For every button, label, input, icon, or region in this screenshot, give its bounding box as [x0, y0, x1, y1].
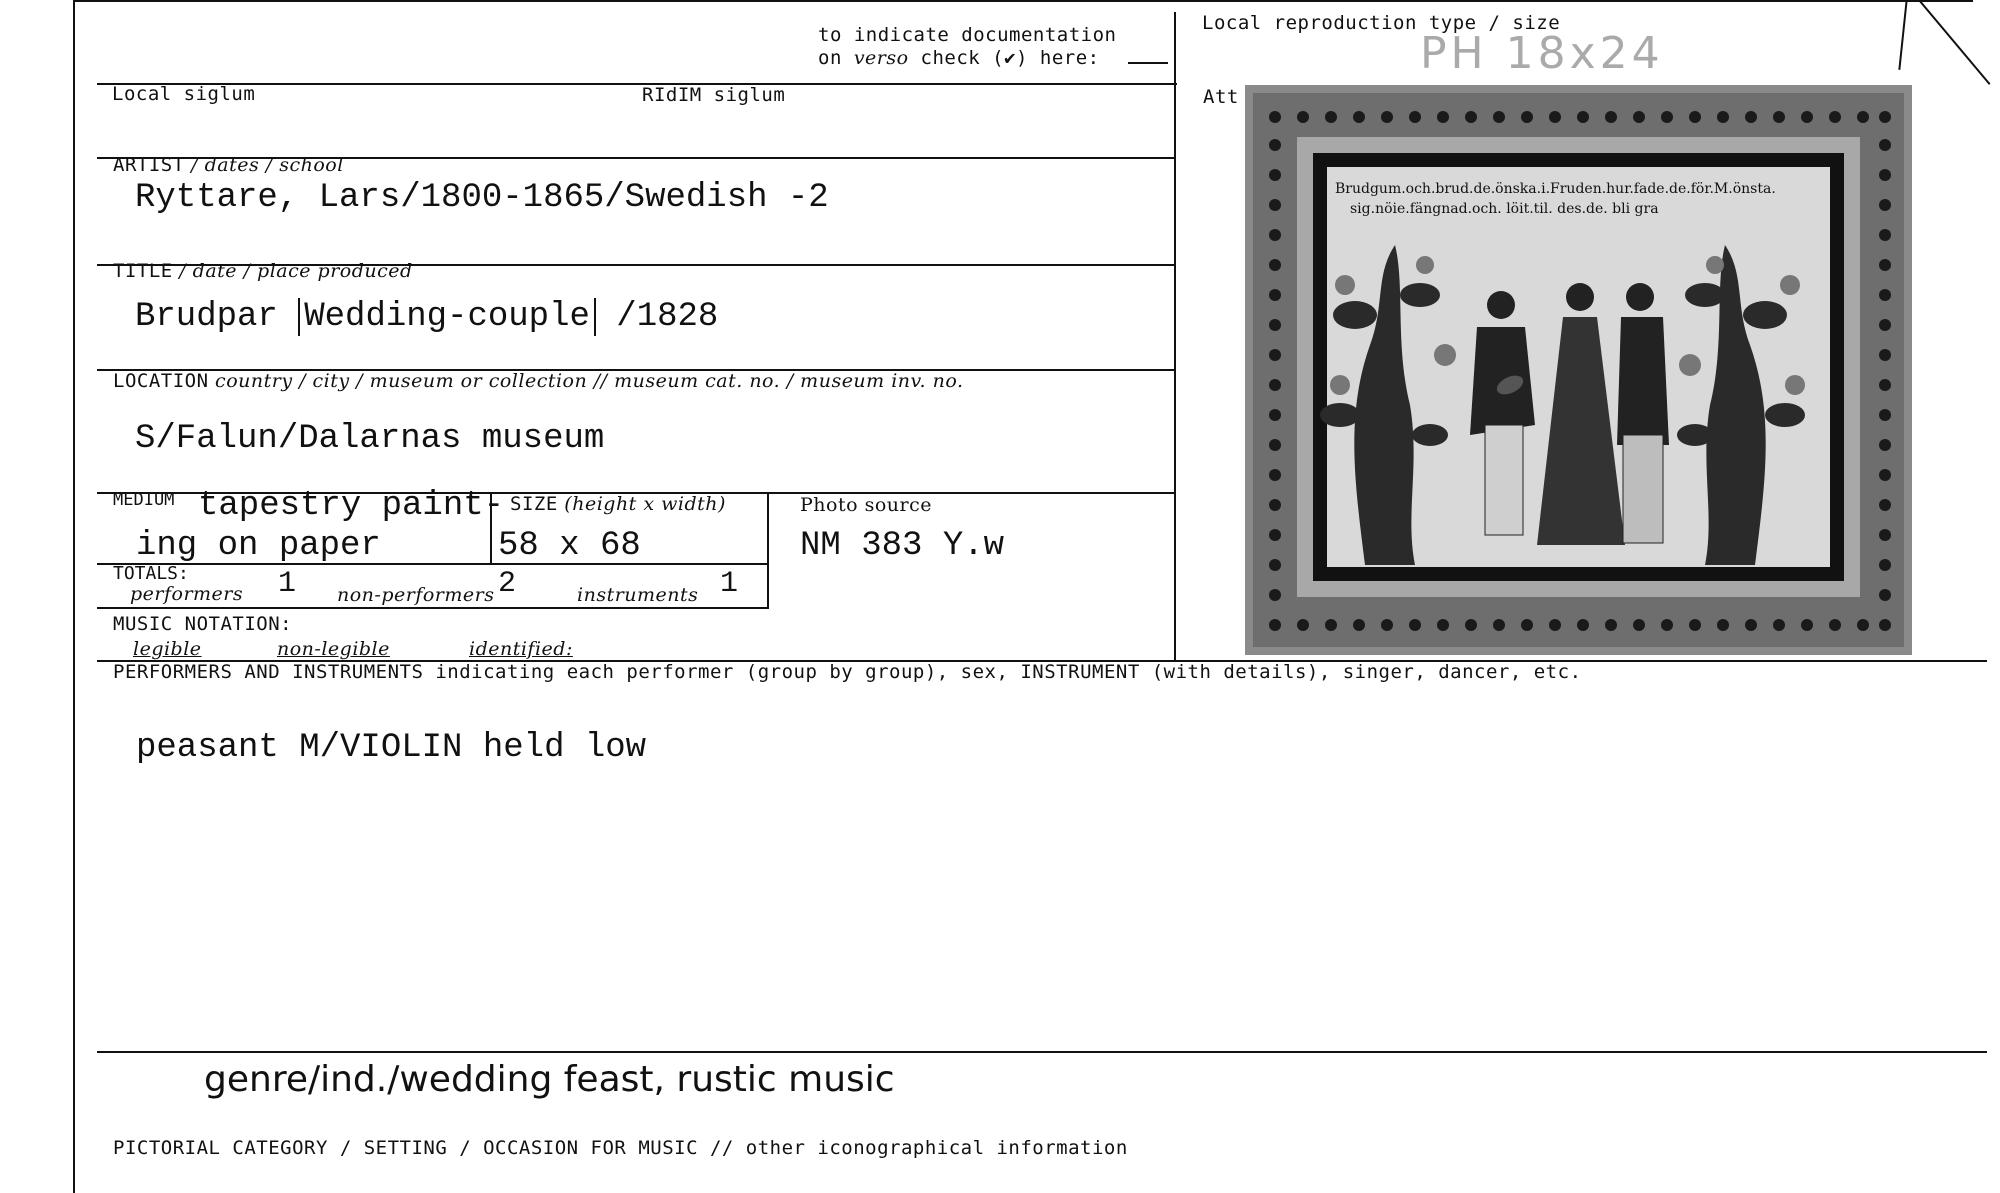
totals-label: TOTALS:	[113, 563, 189, 584]
title-date: /1828	[595, 298, 719, 336]
instruments-value: 1	[720, 567, 739, 601]
photo-source-value: NM 383 Y.w	[800, 527, 1005, 565]
reproduction-label: Local reproduction type / size	[1202, 12, 1561, 34]
size-label	[510, 493, 726, 515]
card-corner-edge	[1898, 0, 1907, 70]
category-label-main: PICTORIAL CATEGORY / SETTING / OCCASION FOR MUSIC //	[113, 1137, 734, 1159]
category-value: genre/ind./wedding feast, rustic music	[204, 1059, 895, 1100]
divider-category	[97, 1051, 1987, 1053]
verso-italic: verso	[853, 47, 909, 69]
medium-value-line2: ing on paper	[136, 527, 381, 565]
local-siglum-label: Local siglum	[112, 83, 256, 105]
divider-header	[97, 83, 1177, 85]
groom-figure	[1617, 283, 1669, 543]
divider-size-photo	[767, 492, 769, 607]
notation-legible: legible	[133, 638, 202, 660]
notation-identified: identified:	[469, 638, 573, 660]
size-label-main: SIZE	[510, 493, 558, 515]
performers-section-label-rest: indicating each performer (group by group), sex, INSTRUMENT (with details), singer, dancer, etc.	[423, 661, 1582, 683]
performers-section-label-main: PERFORMERS AND INSTRUMENTS	[113, 661, 424, 683]
instruments-label: instruments	[577, 584, 699, 606]
location-value: S/Falun/Dalarnas museum	[135, 420, 605, 458]
verso-end: ) here:	[1016, 47, 1100, 69]
location-label-rest: country / city / museum or collection // museum cat. no. / museum inv. no.	[208, 370, 964, 392]
size-value: 58 x 68	[498, 527, 641, 565]
title-translation: Wedding-couple	[298, 298, 596, 336]
size-label-rest: (height x width)	[557, 493, 726, 515]
artist-label	[113, 154, 344, 176]
music-notation-label: MUSIC NOTATION:	[113, 613, 293, 635]
location-label	[113, 370, 963, 392]
artist-label-rest: / dates / school	[184, 154, 344, 176]
performers-value: 1	[278, 567, 297, 601]
performers-label: performers	[130, 583, 244, 605]
tapestry-image	[1245, 85, 1912, 655]
verso-prefix: on	[818, 47, 854, 69]
blank-underline-verso	[1128, 62, 1168, 64]
medium-label: MEDIUM	[113, 490, 175, 510]
artist-label-main: ARTIST	[113, 154, 185, 176]
title-original: Brudpar	[135, 298, 299, 336]
non-performers-label: non-performers	[337, 584, 495, 606]
verso-suffix: check (	[908, 47, 1005, 69]
notation-non-legible: non-legible	[277, 638, 390, 660]
category-label	[113, 1137, 1128, 1159]
inscription-line1: Brudgum.och.brud.de.önska.i.Fruden.hur.fade.de.för.M.önsta.	[1335, 181, 1776, 197]
performers-value: peasant M/VIOLIN held low	[136, 729, 647, 767]
location-label-main: LOCATION	[113, 370, 209, 392]
checkmark-icon: ✔	[1004, 47, 1017, 69]
artwork-photograph	[1245, 85, 1912, 655]
ridim-siglum-label: RIdIM siglum	[642, 84, 786, 106]
medium-value-line1: tapestry paint-	[198, 487, 505, 525]
non-performers-value: 2	[498, 567, 517, 601]
card-left-edge	[73, 0, 75, 1193]
title-value	[135, 298, 718, 336]
artist-value: Ryttare, Lars/1800-1865/Swedish -2	[135, 179, 829, 217]
photo-source-label: Photo source	[800, 494, 932, 516]
category-label-rest: other iconographical information	[733, 1137, 1128, 1159]
divider-totals-bottom	[97, 607, 769, 609]
title-label	[113, 260, 413, 282]
verso-instruction-line2	[818, 47, 1100, 69]
title-label-rest: / date / place produced	[172, 260, 413, 282]
reproduction-value-handwritten: PH 18x24	[1420, 28, 1664, 79]
attached-label: Att	[1203, 86, 1239, 108]
inscription-line2: sig.nöie.fängnad.och. löit.til. des.de. bli gra	[1350, 201, 1659, 217]
verso-instruction-line1: to indicate documentation	[818, 24, 1117, 46]
card-corner-fold	[1918, 0, 1990, 85]
performers-section-label	[113, 661, 1582, 683]
card-top-edge	[73, 0, 1973, 2]
divider-vertical-main	[1174, 12, 1176, 662]
title-label-main: TITLE	[113, 260, 173, 282]
